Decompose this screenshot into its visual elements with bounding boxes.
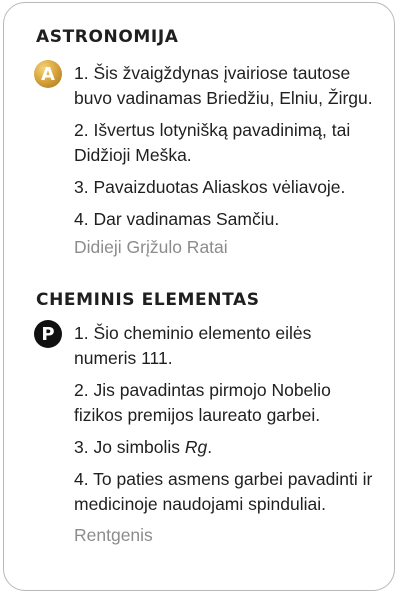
category-badge-p: P [34, 320, 62, 348]
clue-item: 4. Dar vadinamas Samčiu. [74, 209, 280, 229]
clue-item: 2. Jis pavadintas pirmojo Nobelio fizikos premijos laureato garbei. [74, 380, 331, 425]
clue-item: 3. Pavaizduotas Aliaskos vėliavoje. [74, 177, 346, 197]
answer-text: Rentgenis [74, 525, 153, 545]
clue-item: 4. To paties asmens garbei pavadinti ir medicinoje naudojami spinduliai. [74, 469, 373, 514]
clue-punctuation: . [207, 437, 213, 457]
clue-list-astronomija [74, 61, 374, 239]
clue-item [74, 435, 374, 460]
quiz-card [3, 2, 395, 591]
category-badge-a: A [34, 60, 62, 88]
section-title-cheminis-elementas: CHEMINIS ELEMENTAS [36, 290, 260, 310]
clue-item: 1. Šio cheminio elemento eilės numeris 111. [74, 323, 312, 368]
clue-item: 1. Šis žvaigždynas įvairiose tautose buvo vadinamas Briedžiu, Elniu, Žirgu. [74, 63, 373, 108]
clue-item: 2. Išvertus lotynišką pavadinimą, tai Didžioji Meška. [74, 120, 351, 165]
section-title-astronomija: ASTRONOMIJA [36, 27, 179, 47]
answer-text: Didieji Grįžulo Ratai [74, 237, 228, 257]
element-symbol: Rg [184, 437, 208, 457]
clue-list-cheminis-elementas [74, 321, 374, 524]
clue-text: 3. Jo simbolis [74, 437, 185, 457]
